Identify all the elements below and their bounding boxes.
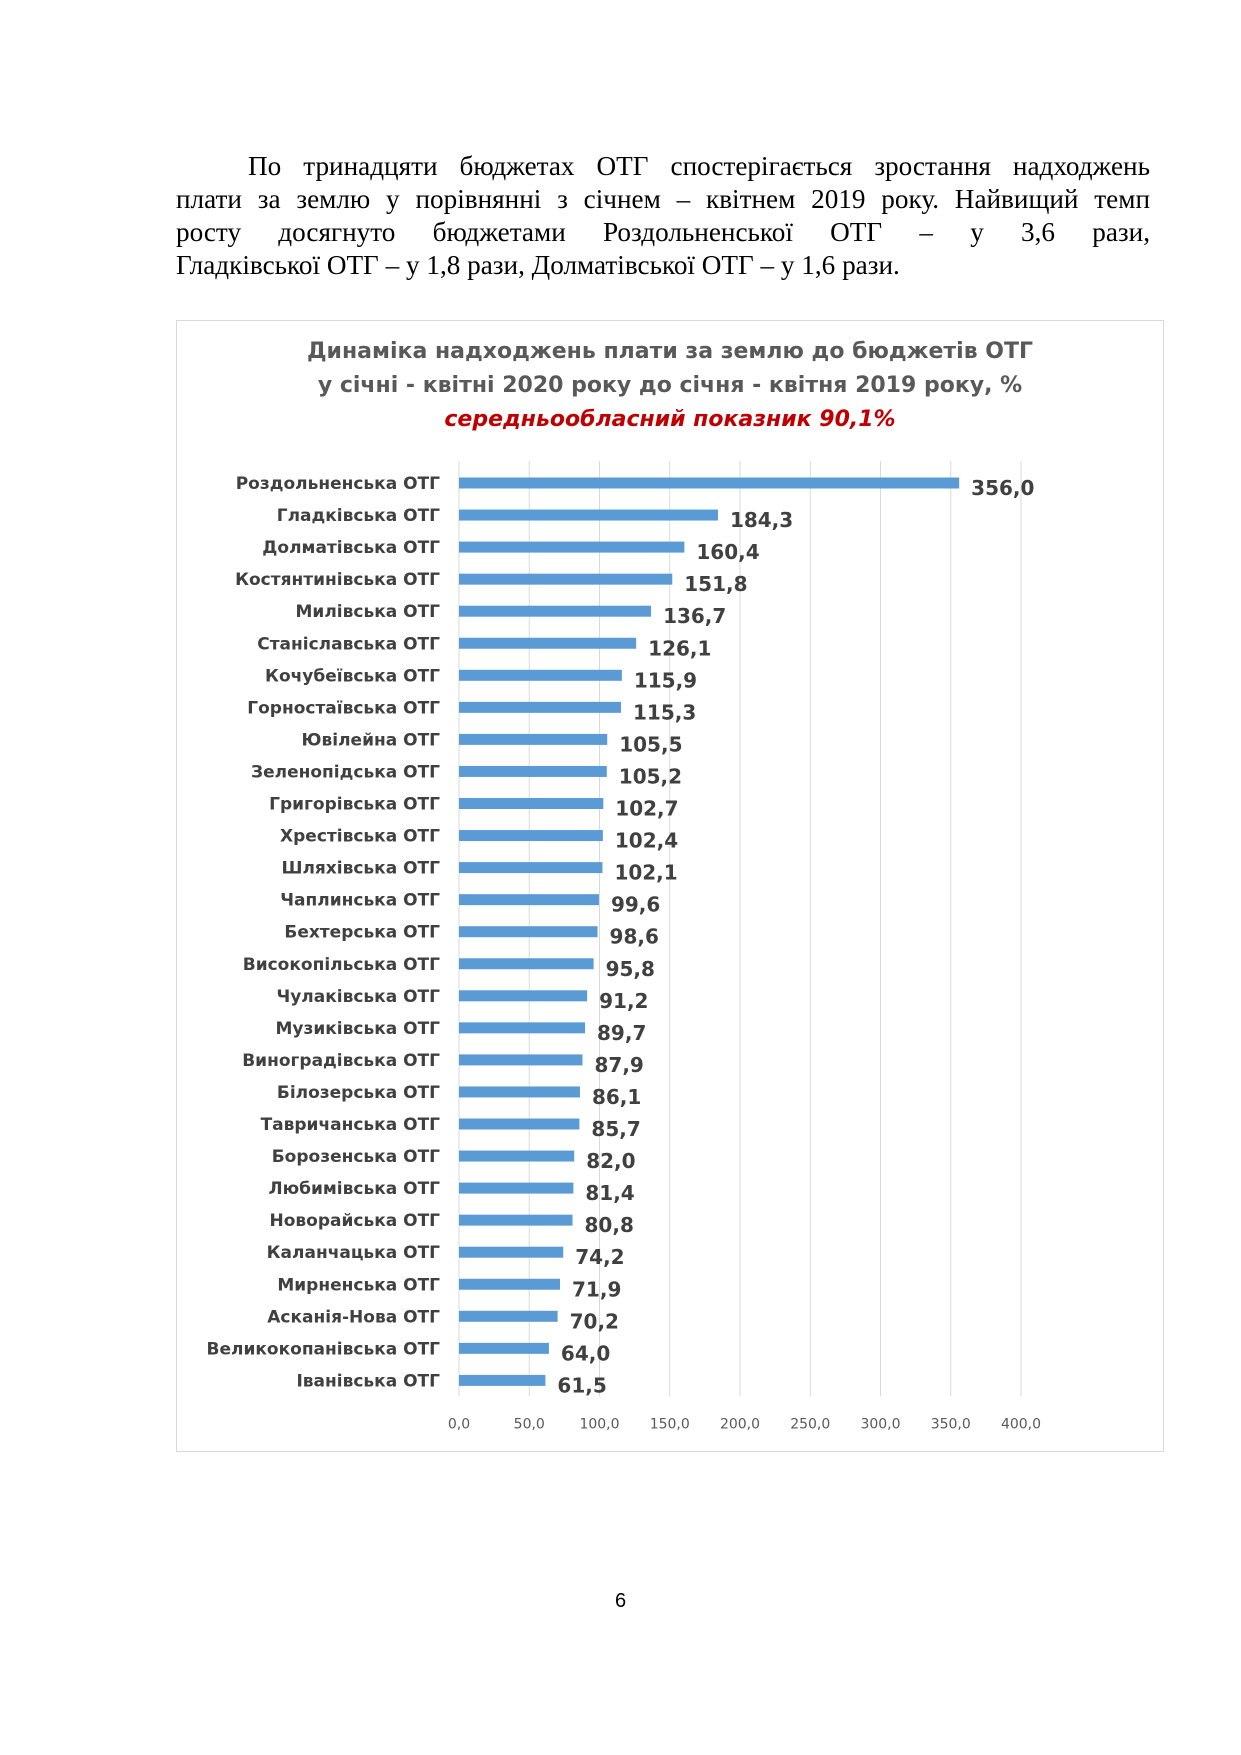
bar: [459, 1375, 545, 1386]
category-label: Любимівська ОТГ: [268, 1179, 440, 1200]
category-label: Кочубеївська ОТГ: [265, 666, 440, 687]
category-label: Білозерська ОТГ: [276, 1082, 440, 1103]
data-label: 91,2: [599, 988, 649, 1013]
data-label: 61,5: [557, 1373, 607, 1398]
category-label: Тавричанська ОТГ: [260, 1115, 440, 1135]
data-label: 95,8: [605, 956, 655, 981]
data-label: 105,2: [618, 764, 683, 789]
bar: [459, 798, 603, 809]
category-label: Виноградівська ОТГ: [242, 1050, 440, 1071]
data-label: 102,7: [615, 796, 679, 821]
bar: [459, 1215, 573, 1226]
chart-title-line1: Динаміка надходжень плати за землю до бюджетів ОТГ: [306, 339, 1034, 364]
category-label: Чулаківська ОТГ: [276, 986, 440, 1007]
data-label: 136,7: [663, 604, 727, 629]
x-tick-label: 300,0: [860, 1416, 901, 1433]
category-label: Станіславська ОТГ: [257, 634, 440, 655]
data-label: 80,8: [584, 1213, 634, 1238]
bar: [459, 1054, 582, 1065]
data-label: 74,2: [575, 1245, 625, 1270]
data-label: 89,7: [597, 1020, 647, 1045]
bar: [459, 702, 621, 713]
category-label: Каланчацька ОТГ: [266, 1243, 440, 1264]
bar: [459, 1247, 563, 1258]
category-label: Милівська ОТГ: [295, 602, 440, 623]
data-label: 160,4: [696, 540, 760, 565]
x-tick-label: 50,0: [513, 1416, 545, 1433]
data-label: 115,9: [633, 668, 698, 693]
bar: [459, 926, 598, 937]
category-label: Гладківська ОТГ: [276, 506, 440, 527]
data-label: 126,1: [648, 636, 712, 661]
page-number: 6: [614, 1590, 627, 1612]
chart-title-line2: у січні - квітні 2020 року до січня - квітня 2019 року, %: [317, 373, 1023, 398]
bar: [459, 1311, 558, 1322]
category-label: Долматівська ОТГ: [262, 538, 440, 559]
bar-chart: [177, 321, 1163, 1451]
category-label: Хрестівська ОТГ: [280, 826, 440, 847]
category-label: Новорайська ОТГ: [269, 1211, 440, 1232]
bar: [459, 1183, 573, 1194]
bar: [459, 1086, 580, 1097]
data-label: 98,6: [609, 924, 659, 949]
data-label: 184,3: [729, 508, 794, 533]
bar: [459, 1151, 574, 1162]
bar: [459, 766, 607, 777]
bar: [459, 478, 959, 489]
body-paragraph: [176, 150, 1150, 282]
data-label: 102,1: [614, 860, 678, 885]
x-tick-label: 150,0: [649, 1416, 690, 1433]
category-label: Музиківська ОТГ: [275, 1018, 440, 1039]
category-label: Великокопанівська ОТГ: [206, 1339, 440, 1360]
x-tick-label: 100,0: [579, 1416, 620, 1433]
x-tick-label: 350,0: [930, 1416, 971, 1433]
bar: [459, 1279, 560, 1290]
bar: [459, 990, 587, 1001]
data-label: 70,2: [569, 1309, 619, 1334]
data-label: 99,6: [610, 892, 661, 917]
category-label: Костянтинівська ОТГ: [235, 570, 440, 591]
bar: [459, 734, 607, 745]
chart-container: [176, 320, 1164, 1452]
bar: [459, 1119, 579, 1130]
data-label: 71,9: [572, 1277, 622, 1302]
data-label: 85,7: [591, 1117, 641, 1141]
paragraph-line: росту досягнуто бюджетами Роздольненської ОТГ – у 3,6 рази,: [176, 217, 1150, 247]
paragraph-line: По тринадцяти бюджетах ОТГ спостерігається зростання надходжень: [248, 151, 1150, 181]
bar: [459, 1343, 549, 1354]
category-label: Мирненська ОТГ: [277, 1275, 440, 1296]
x-tick-label: 250,0: [790, 1416, 831, 1433]
x-tick-label: 200,0: [719, 1416, 761, 1433]
bar: [459, 958, 594, 969]
category-label: Високопільська ОТГ: [242, 954, 440, 975]
category-label: Іванівська ОТГ: [296, 1371, 440, 1392]
paragraph-line: Гладківської ОТГ – у 1,8 рази, Долматівської ОТГ – у 1,6 рази.: [176, 250, 900, 280]
x-tick-label: 0,0: [447, 1416, 471, 1433]
data-label: 356,0: [971, 476, 1035, 500]
paragraph-line: плати за землю у порівнянні з січнем – квітнем 2019 року. Найвищий темп: [176, 184, 1150, 214]
data-label: 82,0: [586, 1149, 636, 1174]
category-label: Шляхівська ОТГ: [281, 858, 440, 879]
category-label: Борозенська ОТГ: [271, 1147, 440, 1168]
chart-subtitle: середньообласний показник 90,1%: [444, 407, 896, 432]
bar: [459, 1022, 585, 1033]
category-label: Роздольненська ОТГ: [235, 474, 440, 494]
category-label: Горностаївська ОТГ: [247, 698, 440, 719]
data-label: 102,4: [614, 828, 679, 853]
bar: [459, 894, 599, 905]
category-label: Бехтерська ОТГ: [284, 922, 440, 943]
bar: [459, 510, 718, 521]
category-label: Чаплинська ОТГ: [280, 890, 440, 911]
data-label: 81,4: [585, 1181, 635, 1206]
bar: [459, 638, 636, 649]
data-label: 115,3: [632, 700, 697, 725]
bar: [459, 670, 622, 681]
bar: [459, 542, 684, 553]
data-label: 151,8: [684, 572, 748, 597]
bar: [459, 606, 651, 617]
x-tick-label: 400,0: [1000, 1416, 1042, 1433]
category-label: Григорівська ОТГ: [269, 794, 440, 815]
category-label: Асканія-Нова ОТГ: [267, 1307, 440, 1328]
data-label: 64,0: [560, 1341, 611, 1366]
category-label: Ювілейна ОТГ: [301, 730, 440, 751]
data-label: 86,1: [591, 1084, 642, 1109]
bar: [459, 830, 603, 841]
bar: [459, 574, 672, 585]
bar: [459, 862, 602, 873]
category-label: Зеленопідська ОТГ: [251, 762, 440, 783]
data-label: 105,5: [619, 732, 683, 757]
data-label: 87,9: [594, 1052, 644, 1077]
